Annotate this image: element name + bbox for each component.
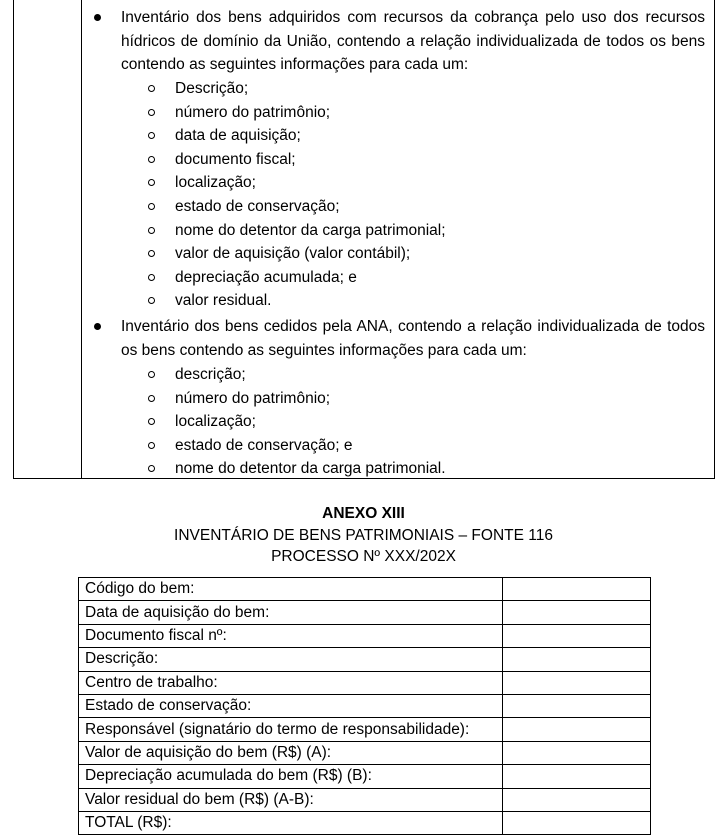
field-value-cell	[503, 788, 651, 811]
ceded-assets-fields-list	[148, 363, 446, 481]
list-item: estado de conservação;	[148, 195, 446, 219]
field-label: Depreciação acumulada do bem (R$) (B):	[79, 765, 503, 788]
annex-subtitle: INVENTÁRIO DE BENS PATRIMONIAIS – FONTE 116	[174, 527, 553, 544]
field-value-cell	[503, 741, 651, 764]
circle-bullet-icon	[148, 156, 155, 163]
inventory-table	[78, 577, 651, 835]
bullet-point	[94, 323, 101, 330]
owned-assets-fields-list	[148, 77, 446, 313]
field-value-cell	[503, 578, 651, 601]
list-item: nome do detentor da carga patrimonial;	[148, 219, 446, 243]
field-label: Descrição:	[79, 648, 503, 671]
field-label: Código do bem:	[79, 578, 503, 601]
table-row	[79, 788, 651, 811]
list-item: número do patrimônio;	[148, 387, 446, 411]
table-row	[79, 671, 651, 694]
field-value-cell	[503, 811, 651, 834]
circle-bullet-icon	[148, 85, 155, 92]
field-label: TOTAL (R$):	[79, 811, 503, 834]
annex-title: ANEXO XIII	[322, 505, 405, 522]
list-item: valor de aquisição (valor contábil);	[148, 242, 446, 266]
field-value-cell	[503, 718, 651, 741]
field-label: Valor de aquisição do bem (R$) (A):	[79, 741, 503, 764]
table-row	[79, 648, 651, 671]
bullet-text-ceded-assets: Inventário dos bens cedidos pela ANA, contendo a relação individualizada de todos os bens contendo as seguintes informações para cada um:	[121, 318, 705, 359]
list-item: localização;	[148, 410, 446, 434]
field-label: Estado de conservação:	[79, 694, 503, 717]
field-label: Data de aquisição do bem:	[79, 601, 503, 624]
table-row	[79, 718, 651, 741]
field-value-cell	[503, 671, 651, 694]
list-item: nome do detentor da carga patrimonial.	[148, 457, 446, 481]
table-row	[79, 811, 651, 834]
circle-bullet-icon	[148, 395, 155, 402]
field-value-cell	[503, 765, 651, 788]
table-row	[79, 694, 651, 717]
table-row	[79, 601, 651, 624]
field-label: Documento fiscal nº:	[79, 624, 503, 647]
field-value-cell	[503, 624, 651, 647]
circle-bullet-icon	[148, 274, 155, 281]
field-value-cell	[503, 694, 651, 717]
circle-bullet-icon	[148, 179, 155, 186]
circle-bullet-icon	[148, 109, 155, 116]
circle-bullet-icon	[148, 418, 155, 425]
table-row	[79, 578, 651, 601]
list-item: descrição;	[148, 363, 446, 387]
field-label: Responsável (signatário do termo de responsabilidade):	[79, 718, 503, 741]
list-item: Descrição;	[148, 77, 446, 101]
list-item: localização;	[148, 171, 446, 195]
field-label: Centro de trabalho:	[79, 671, 503, 694]
list-item: número do patrimônio;	[148, 101, 446, 125]
circle-bullet-icon	[148, 132, 155, 139]
circle-bullet-icon	[148, 297, 155, 304]
circle-bullet-icon	[148, 250, 155, 257]
circle-bullet-icon	[148, 371, 155, 378]
list-item: data de aquisição;	[148, 124, 446, 148]
circle-bullet-icon	[148, 227, 155, 234]
table-row	[79, 765, 651, 788]
list-item: valor residual.	[148, 289, 446, 313]
table-row	[79, 741, 651, 764]
field-label: Valor residual do bem (R$) (A-B):	[79, 788, 503, 811]
bullet-text-owned-assets: Inventário dos bens adquiridos com recursos da cobrança pelo uso dos recursos hídricos de domínio da União, contendo a relação individualizada de todos os bens contendo as seguintes informações para cada um:	[121, 9, 705, 73]
list-item: estado de conservação; e	[148, 434, 446, 458]
field-value-cell	[503, 648, 651, 671]
circle-bullet-icon	[148, 442, 155, 449]
bullet-point	[94, 14, 101, 21]
field-value-cell	[503, 601, 651, 624]
circle-bullet-icon	[148, 203, 155, 210]
process-number: PROCESSO Nº XXX/202X	[271, 548, 456, 565]
list-item: documento fiscal;	[148, 148, 446, 172]
table-row	[79, 624, 651, 647]
list-item: depreciação acumulada; e	[148, 266, 446, 290]
circle-bullet-icon	[148, 465, 155, 472]
column-divider	[81, 0, 82, 478]
